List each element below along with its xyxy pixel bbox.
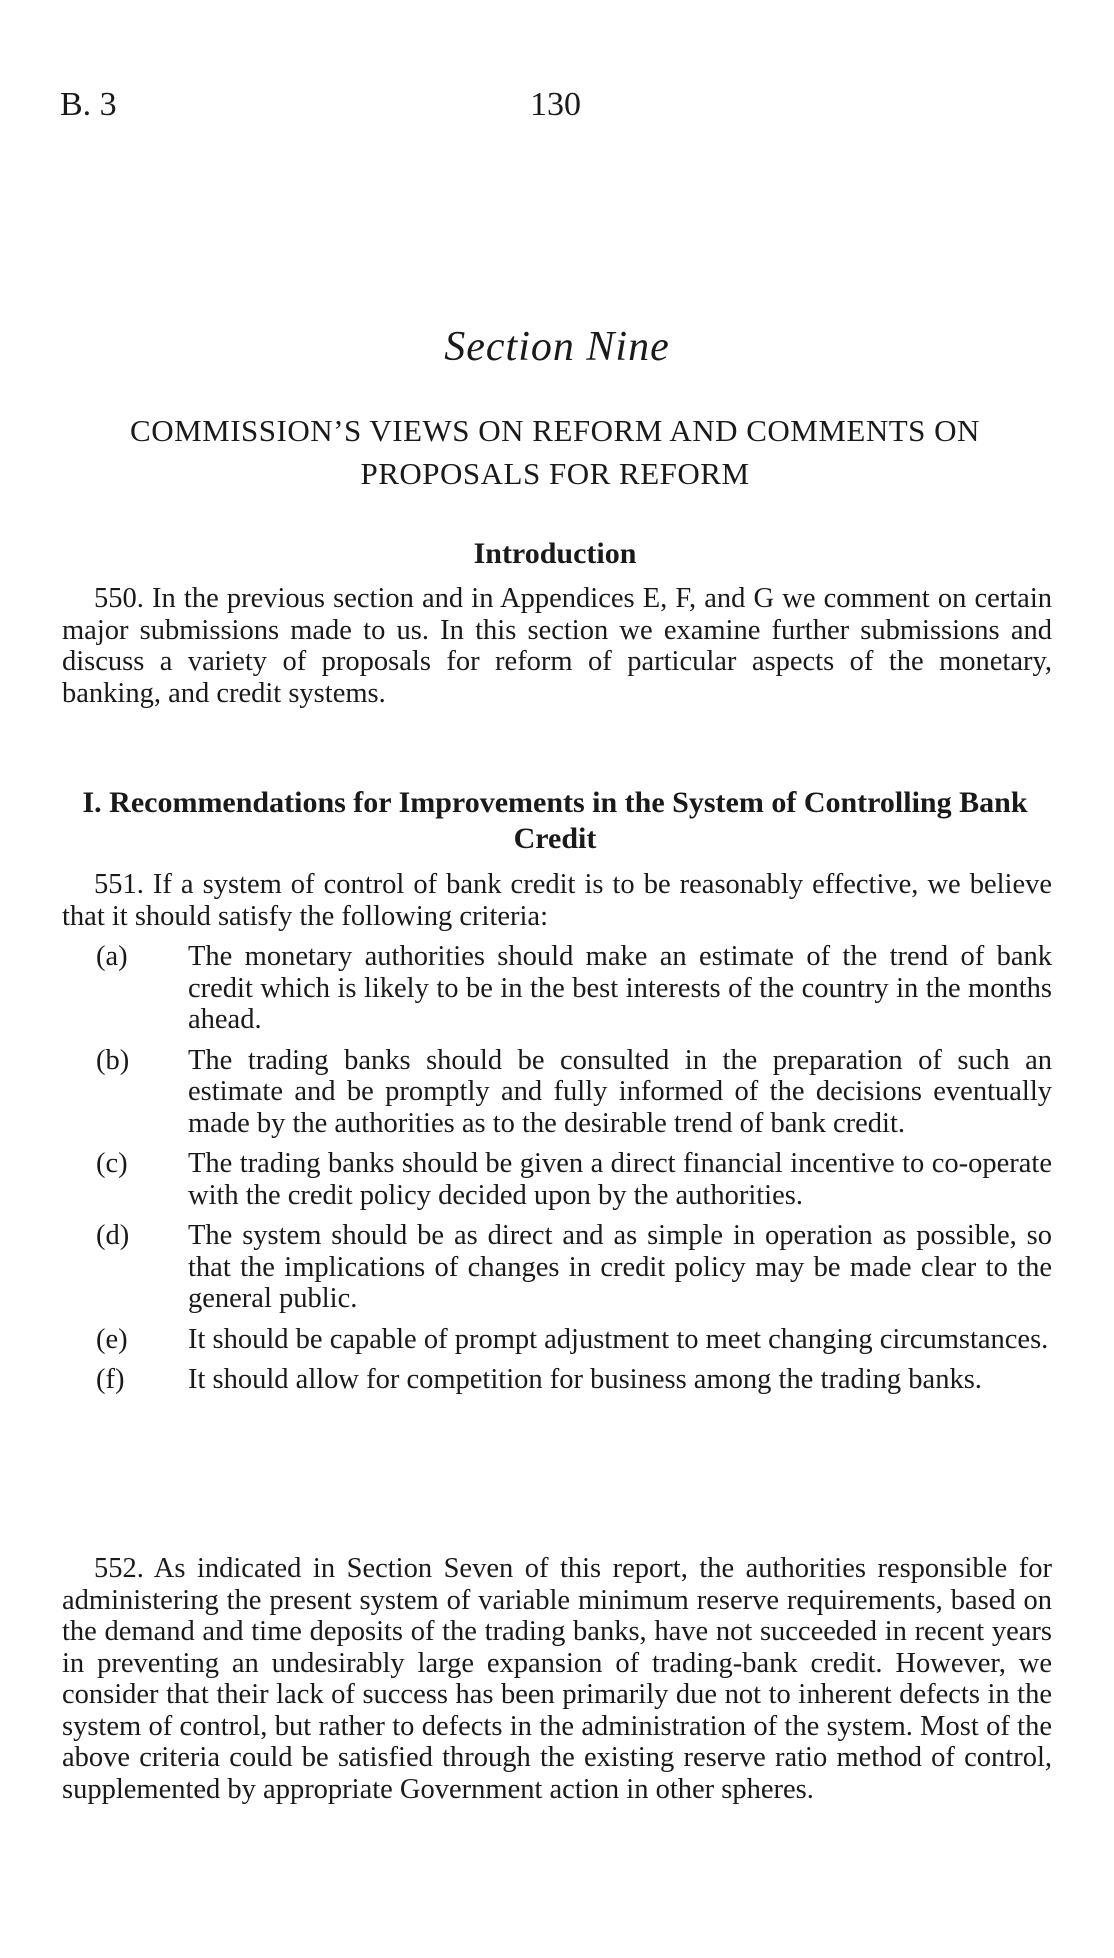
criteria-list [62, 941, 1052, 1405]
criterion-letter: (c) [96, 1148, 128, 1179]
criterion-letter: (e) [96, 1323, 128, 1355]
criterion-letter: (f) [96, 1364, 125, 1395]
section-title: Section Nine [444, 324, 670, 370]
criterion-text: It should be capable of prompt adjustment to meet changing circumstances. [188, 1323, 1049, 1355]
paragraph-552-text: 552. As indicated in Section Seven of this report, the authorities responsible for administering the present system of variable minimum reserve requirements, based on the demand and time deposits of the trading banks, have not succeeded in recent years in preventing an undesirably large expansion of trading-bank credit. However, we consider that their lack of success has been primarily due not to inherent defects in the system of control, but rather to defects in the administration of the system. Most of the above criteria could be satisfied through the existing reserve ratio method of control, supplemented by appropriate Government action in other spheres. [62, 1553, 1052, 1805]
criterion-text: The system should be as direct and as simple in operation as possible, so that the implications of changes in credit policy may be made clear to the general public. [188, 1220, 1052, 1314]
criterion-item [62, 1220, 1052, 1315]
criterion-item [62, 1148, 1052, 1211]
document-reference: B. 3 [60, 86, 117, 123]
criterion-item [62, 1324, 1052, 1356]
paragraph-550-text: 550. In the previous section and in Appendices E, F, and G we comment on certain major submissions made to us. In this section we examine further submissions and discuss a variety of proposals for reform of particular aspects of the monetary, banking, and credit systems. [62, 583, 1052, 709]
part-one-heading: I. Recommendations for Improvements in the System of Controlling Bank Credit [82, 786, 1028, 855]
criterion-item [62, 941, 1052, 1036]
introduction-heading: Introduction [473, 537, 637, 570]
running-head [60, 86, 1050, 126]
criterion-text: The monetary authorities should make an estimate of the trend of bank credit which is likely to be in the best interests of the country in the months ahead. [188, 941, 1052, 1035]
criterion-letter: (a) [96, 941, 128, 972]
criterion-text: The trading banks should be given a direct financial incentive to co-operate with the credit policy decided upon by the authorities. [188, 1148, 1052, 1211]
criterion-text: It should allow for competition for business among the trading banks. [188, 1364, 982, 1395]
criterion-letter: (b) [96, 1044, 130, 1076]
criterion-item [62, 1364, 1052, 1396]
criterion-text: The trading banks should be consulted in the preparation of such an estimate and be promptly and fully informed of the decisions eventually made by the authorities as to the desirable trend of bank credit. [188, 1044, 1052, 1139]
paragraph-551 [62, 869, 1052, 932]
chapter-heading: COMMISSION’S VIEWS ON REFORM AND COMMENTS ON PROPOSALS FOR REFORM [130, 413, 980, 491]
paragraph-552 [62, 1553, 1052, 1805]
criterion-item [62, 1045, 1052, 1140]
paragraph-551-text: 551. If a system of control of bank credit is to be reasonably effective, we believe that it should satisfy the following criteria: [62, 869, 1052, 932]
paragraph-550 [62, 583, 1052, 709]
criterion-letter: (d) [96, 1220, 130, 1251]
page-number: 130 [530, 86, 581, 123]
